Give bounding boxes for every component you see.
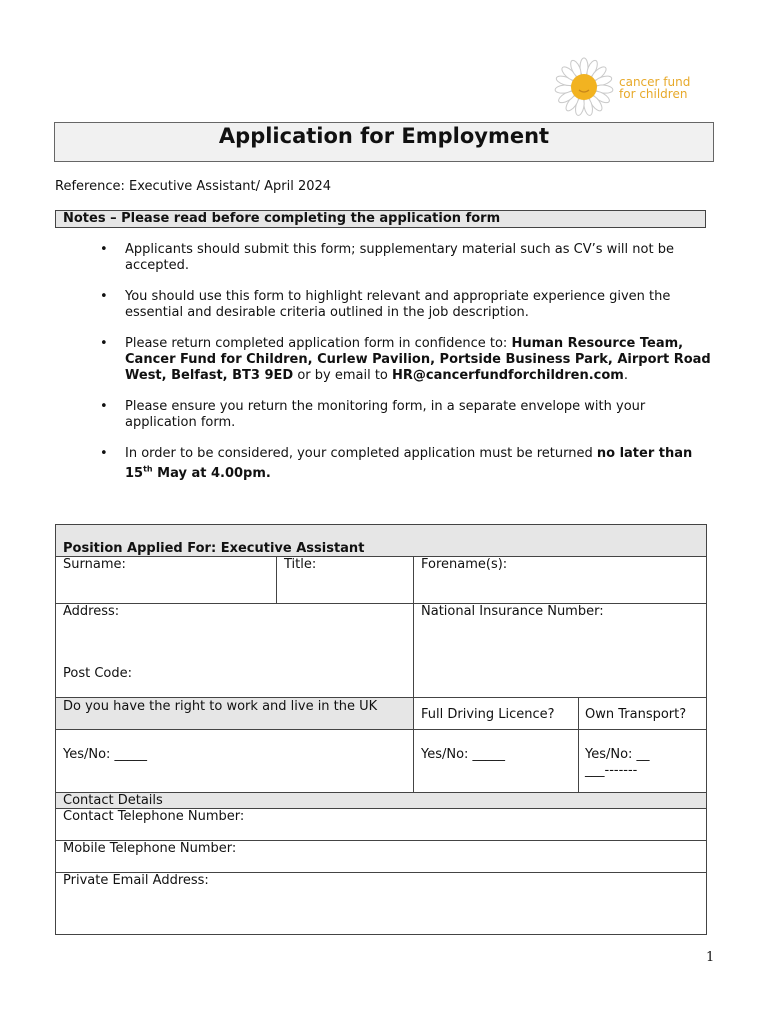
divider (56, 872, 706, 873)
mobile-phone-field[interactable] (63, 841, 699, 871)
note-item (55, 289, 715, 321)
note-item (55, 242, 715, 274)
divider (56, 808, 706, 809)
daisy-logo-icon (553, 56, 615, 118)
note-text: Please return completed application form in confidence to: (125, 336, 512, 351)
logo (553, 56, 703, 118)
page-number: 1 (706, 950, 715, 965)
right-to-work-answer[interactable]: Yes/No: _____ (63, 747, 148, 762)
own-transport-label: Own Transport? (585, 707, 687, 722)
divider (56, 729, 706, 730)
notes-header: Notes – Please read before completing the application form (55, 210, 706, 228)
bullet-icon: • (100, 289, 108, 304)
note-text: . (623, 368, 628, 383)
private-email-field[interactable] (63, 873, 699, 933)
forenames-label: Forename(s): (421, 557, 508, 572)
private-email-label: Private Email Address: (63, 873, 209, 888)
divider (56, 556, 706, 557)
title-box (54, 122, 714, 162)
logo-line-1: cancer fund (619, 75, 691, 89)
driving-licence-answer[interactable]: Yes/No: _____ (421, 747, 506, 762)
mobile-phone-label: Mobile Telephone Number: (63, 841, 237, 856)
reference-line: Reference: Executive Assistant/ April 2024 (55, 179, 332, 194)
divider (56, 603, 706, 604)
divider (578, 697, 579, 792)
hr-address: Human Resource Team, Cancer Fund for Children, Curlew Pavilion, Portside Business Park, Airport Road West, Belfast, BT3 9ED (125, 336, 711, 383)
note-text: Applicants should submit this form; supplementary material such as CV’s will not be accepted. (125, 242, 674, 273)
deadline-time: May at 4.00pm. (152, 466, 271, 482)
contact-details-header: Contact Details (63, 793, 163, 808)
bullet-icon: • (100, 399, 108, 414)
bullet-icon: • (100, 336, 108, 351)
forenames-field[interactable] (421, 557, 701, 603)
surname-field[interactable] (63, 557, 273, 603)
contact-phone-field[interactable] (63, 809, 699, 839)
divider (276, 556, 277, 604)
contact-phone-label: Contact Telephone Number: (63, 809, 245, 824)
bullet-icon: • (100, 242, 108, 257)
note-item (55, 336, 715, 384)
logo-line-2: for children (619, 87, 688, 101)
own-transport-answer[interactable]: Yes/No: _____------- (585, 747, 650, 778)
deadline-sup: th (143, 465, 153, 474)
position-applied-for: Position Applied For: Executive Assistant (63, 541, 365, 556)
note-text: In order to be considered, your completed application must be returned (125, 446, 597, 461)
title-field[interactable] (284, 557, 412, 603)
divider (56, 840, 706, 841)
note-item (55, 446, 715, 482)
post-code-label: Post Code: (63, 666, 132, 681)
ni-number-field[interactable] (421, 604, 701, 696)
driving-licence-label: Full Driving Licence? (421, 707, 555, 722)
bullet-icon: • (100, 446, 108, 461)
surname-label: Surname: (63, 557, 126, 572)
right-to-work-label: Do you have the right to work and live in the UK (63, 699, 378, 714)
note-item (55, 399, 715, 431)
notes-list (55, 242, 715, 497)
ni-number-label: National Insurance Number: (421, 604, 604, 619)
hr-email-link[interactable]: HR@cancerfundforchildren.com (392, 368, 624, 383)
address-field[interactable] (63, 604, 403, 696)
title-label: Title: (284, 557, 317, 572)
application-form-table (55, 524, 707, 935)
address-label: Address: (63, 604, 120, 619)
divider (56, 792, 706, 793)
note-text: You should use this form to highlight relevant and appropriate experience given the essential and desirable criteria outlined in the job description. (125, 289, 671, 320)
divider (56, 697, 706, 698)
note-text: or by email to (293, 368, 393, 383)
deadline-text: no later than 15 (125, 446, 693, 482)
page-title: Application for Employment (218, 124, 550, 148)
logo-text (619, 76, 690, 100)
divider (413, 556, 414, 792)
note-text: Please ensure you return the monitoring form, in a separate envelope with your application form. (125, 399, 646, 430)
